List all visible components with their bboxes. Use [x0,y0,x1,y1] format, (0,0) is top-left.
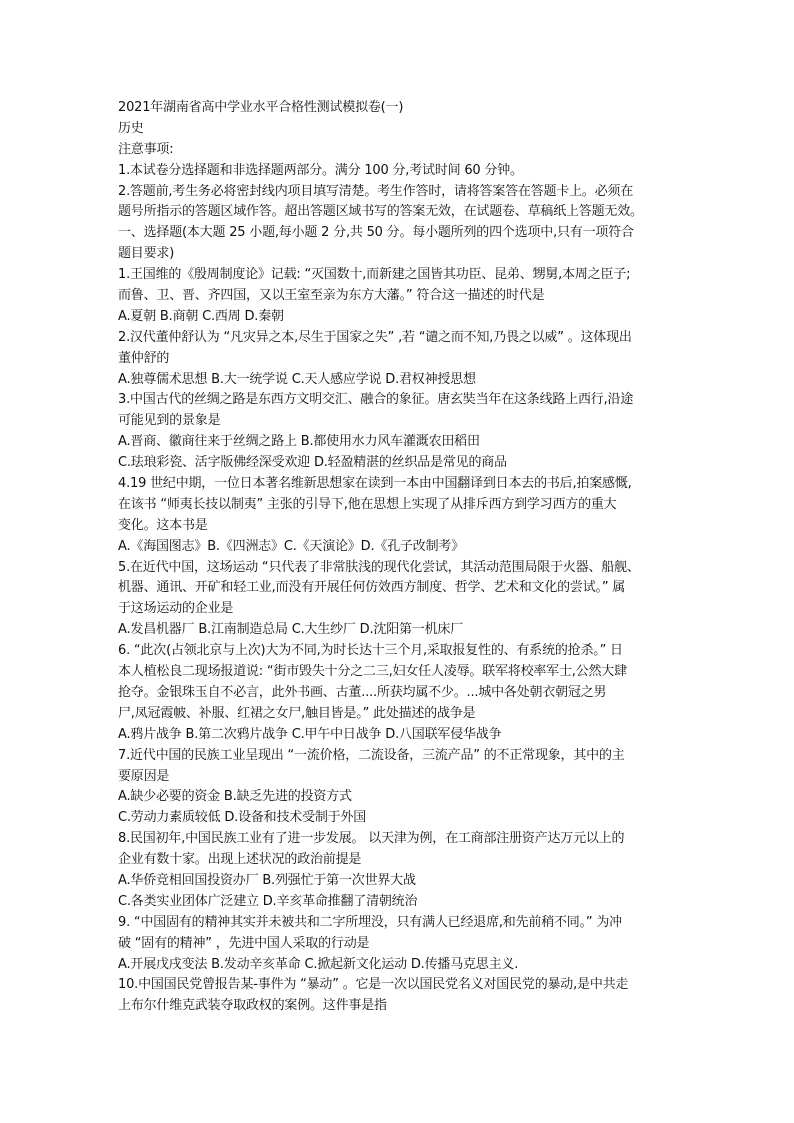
question-8-line-1: 8.民国初年,中国民族工业有了进一步发展。 以天津为例，在工商部注册资产达万元以上的 [118,831,625,847]
question-4-line-3: 变化。这本书是 [118,517,208,533]
question-1-line-1: 1.王国维的《殷周制度论》记载: “灭国数十,而新建之国皆其功臣、昆弟、甥舅,本周之臣子; [118,267,631,283]
question-10-line-1: 10.中国国民党曾报告某-事件为 “暴动” 。它是一次以国民党名义对国民党的暴动,是中共走 [118,977,629,993]
question-9-line-2: 破 “固有的精神” ，先进中国人采取的行动是 [118,935,370,951]
exam-paper [118,98,682,1017]
question-8-options-ab: A.华侨竞相回国投资办厂 B.列强忙于第一次世界大战 [118,872,416,888]
section-heading-line-1: 一、选择题(本大题 25 小题,每小题 2 分,共 50 分。每小题所列的四个选项中,只有一项符合 [118,225,634,241]
subject-label: 历史 [118,120,144,136]
question-1-options: A.夏朝 B.商朝 C.西周 D.秦朝 [118,308,284,324]
question-5-line-2: 机器、通讯、开矿和轻工业,而没有开展任何仿效西方制度、哲学、艺术和文化的尝试。” 属 [118,580,626,596]
question-4-options: A.《海国图志》B.《四洲志》C.《天演论》D.《孔子改制考》 [118,538,465,554]
question-7-line-2: 要原因是 [118,768,170,784]
exam-title: 2021年湖南省高中学业水平合格性测试模拟卷(一) [118,100,404,115]
question-4-line-1: 4.19 世纪中期，一位日本著名维新思想家在读到一本由中国翻译到日本去的书后,拍案感慨, [118,476,632,492]
question-7-options-cd: C.劳动力素质较低 D.设备和技术受制于外国 [118,810,367,826]
question-6-options: A.鸦片战争 B.第二次鸦片战争 C.甲午中日战争 D.八国联军侵华战争 [118,726,502,742]
question-2-line-2: 董仲舒的 [118,350,170,366]
question-5-line-3: 于这场运动的企业是 [118,601,234,617]
question-7-options-ab: A.缺少必要的资金 B.缺乏先进的投资方式 [118,789,352,805]
question-1-line-2: 而鲁、卫、晋、齐四国，又以王室至亲为东方大藩。” 符合这一描述的时代是 [118,288,545,304]
question-3-line-1: 3.中国古代的丝绸之路是东西方文明交汇、融合的象征。唐玄奘当年在这条线路上西行,沿途 [118,392,634,408]
question-3-options-ab: A.晋商、徽商往来于丝绸之路上 B.都使用水力风车灌溉农田稻田 [118,434,480,450]
section-heading-line-2: 题目要求) [118,246,175,262]
question-3-options-cd: C.珐琅彩瓷、活字版佛经深受欢迎 D.轻盈精湛的丝织品是常见的商品 [118,455,507,471]
question-2-line-1: 2.汉代董仲舒认为 “凡灾异之本,尽生于国家之失” ,若 “谴之而不知,乃畏之以威” 。这体现出 [118,329,632,345]
question-2-options: A.独尊儒术思想 B.大一统学说 C.天人感应学说 D.君权神授思想 [118,371,476,387]
question-6-line-2: 本人植松良二现场报道说: “街市毁失十分之二三,妇女任人凌辱。联军将校率军士,公然大肆 [118,664,627,680]
notice-heading: 注意事项: [118,141,174,157]
question-5-line-1: 5.在近代中国，这场运动 “只代表了非常肤浅的现代化尝试，其活动范围局限于火器、船舰、 [118,559,640,575]
notice-item-2-line-1: 2.答题前,考生务必将密封线内项目填写清楚。考生作答时，请将答案答在答题卡上。必须在 [118,183,634,199]
question-10-line-2: 上布尔什维克武装夺取政权的案例。这件事是指 [118,998,387,1014]
question-8-line-2: 企业有数十家。出现上述状况的政治前提是 [118,852,362,868]
question-6-line-4: 尸,凤冠霞帔、补服、红裙之女尸,触目皆是。” 此处描述的战争是 [118,705,476,721]
question-4-line-2: 在该书 “师夷长技以制夷” 主张的引导下,他在思想上实现了从排斥西方到学习西方的重大 [118,496,617,512]
notice-item-1: 1.本试卷分选择题和非选择题两部分。满分 100 分,考试时间 60 分钟。 [118,162,523,178]
question-8-options-cd: C.各类实业团体广泛建立 D.辛亥革命推翻了清朝统治 [118,893,418,909]
question-6-line-1: 6. “此次(占领北京与上次)大为不同,为时长达十三个月,采取报复性的、有系统的抢杀。” 日 [118,643,623,659]
question-9-options: A.开展戊戌变法 B.发动辛亥革命 C.掀起新文化运动 D.传播马克思主义. [118,956,519,972]
question-3-line-2: 可能见到的景象是 [118,413,221,429]
question-6-line-3: 抢夺。金银珠玉自不必言，此外书画、古董....所获均属不少。...城中各处朝衣朝冠之男 [118,684,607,700]
question-5-options: A.发昌机器厂 B.江南制造总局 C.大生纱厂 D.沈阳第一机床厂 [118,622,463,638]
question-7-line-1: 7.近代中国的民族工业呈现出 “一流价格，二流设备，三流产品” 的不正常现象，其中的主 [118,747,625,763]
notice-item-2-line-2: 题号所指示的答题区域作答。超出答题区域书写的答案无效，在试题卷、草稿纸上答题无效。 [118,204,643,220]
question-9-line-1: 9. “中国固有的精神其实并未被共和二字所埋没，只有满人已经退席,和先前稍不同。” 为冲 [118,914,622,930]
